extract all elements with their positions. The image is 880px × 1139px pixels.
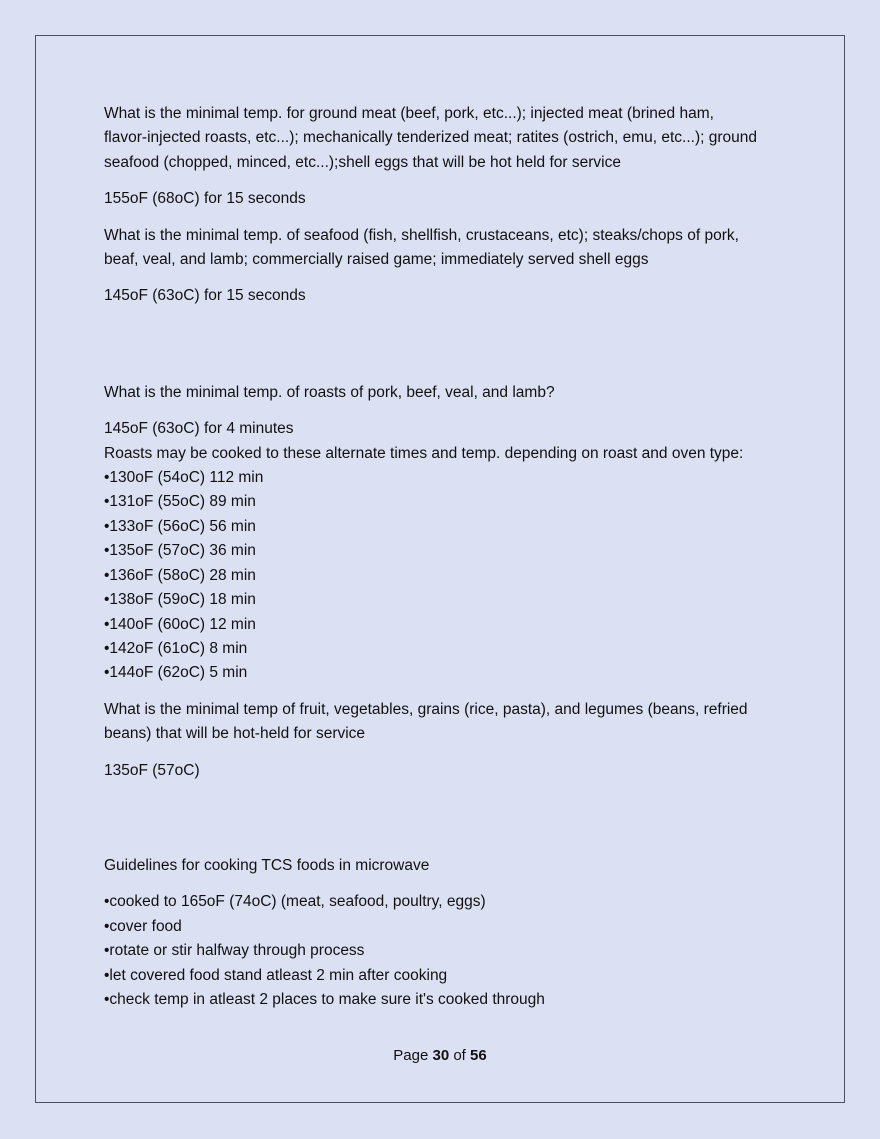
answer-text: 135oF (57oC) <box>104 761 200 779</box>
question-line: seafood (chopped, minced, etc...);shell eggs that will be hot held for service <box>104 153 621 171</box>
roast-note: Roasts may be cooked to these alternate times and temp. depending on roast and oven type: <box>104 444 744 462</box>
list-item: •rotate or stir halfway through process <box>104 942 365 960</box>
total-page-count: 56 <box>470 1047 487 1064</box>
spacer <box>104 321 794 381</box>
list-item: •133oF (56oC) 56 min <box>104 517 256 535</box>
section-heading: Guidelines for cooking TCS foods in microwave <box>104 856 430 874</box>
answer-text: 145oF (63oC) for 15 seconds <box>104 287 306 305</box>
list-item: •138oF (59oC) 18 min <box>104 591 256 609</box>
microwave-guidelines-list <box>104 890 794 1012</box>
current-page-number: 30 <box>432 1047 450 1064</box>
question-produce <box>104 698 794 747</box>
question-line: What is the minimal temp. of roasts of pork, beef, veal, and lamb? <box>104 383 555 401</box>
list-item: •142oF (61oC) 8 min <box>104 639 248 657</box>
list-item: •cover food <box>104 917 182 935</box>
answer-seafood <box>104 284 794 308</box>
list-item: •131oF (55oC) 89 min <box>104 493 256 511</box>
list-item: •check temp in atleast 2 places to make sure it's cooked through <box>104 990 545 1008</box>
microwave-heading <box>104 854 794 878</box>
list-item: •130oF (54oC) 112 min <box>104 469 264 487</box>
question-roasts <box>104 381 794 405</box>
spacer <box>104 795 794 854</box>
question-seafood <box>104 224 794 273</box>
question-line: What is the minimal temp. for ground meat (beef, pork, etc...); injected meat (brined ham, <box>104 105 714 122</box>
list-item: •135oF (57oC) 36 min <box>104 542 256 560</box>
question-ground-meat <box>104 102 794 175</box>
question-line: What is the minimal temp. of seafood (fish, shellfish, crustaceans, etc); steaks/chops of pork, <box>104 226 739 244</box>
list-item: •144oF (62oC) 5 min <box>104 664 248 682</box>
question-line: flavor-injected roasts, etc...); mechanically tenderized meat; ratites (ostrich, emu, etc...); ground <box>104 129 757 147</box>
question-line: beans) that will be hot-held for service <box>104 725 366 743</box>
page-separator: of <box>453 1047 466 1064</box>
list-item: •136oF (58oC) 28 min <box>104 566 256 584</box>
answer-text: 155oF (68oC) for 15 seconds <box>104 190 306 208</box>
page-content <box>104 102 794 1024</box>
list-item: •cooked to 165oF (74oC) (meat, seafood, poultry, eggs) <box>104 893 486 911</box>
page-label: Page <box>393 1047 429 1064</box>
list-item: •let covered food stand atleast 2 min after cooking <box>104 966 448 984</box>
page-number-footer <box>0 1045 880 1067</box>
question-line: beaf, veal, and lamb; commercially raised game; immediately served shell eggs <box>104 251 649 269</box>
answer-roasts <box>104 417 794 685</box>
answer-produce <box>104 759 794 783</box>
list-item: •140oF (60oC) 12 min <box>104 615 256 633</box>
answer-ground-meat <box>104 187 794 211</box>
answer-text: 145oF (63oC) for 4 minutes <box>104 420 294 438</box>
question-line: What is the minimal temp of fruit, vegetables, grains (rice, pasta), and legumes (beans, refried <box>104 700 748 718</box>
